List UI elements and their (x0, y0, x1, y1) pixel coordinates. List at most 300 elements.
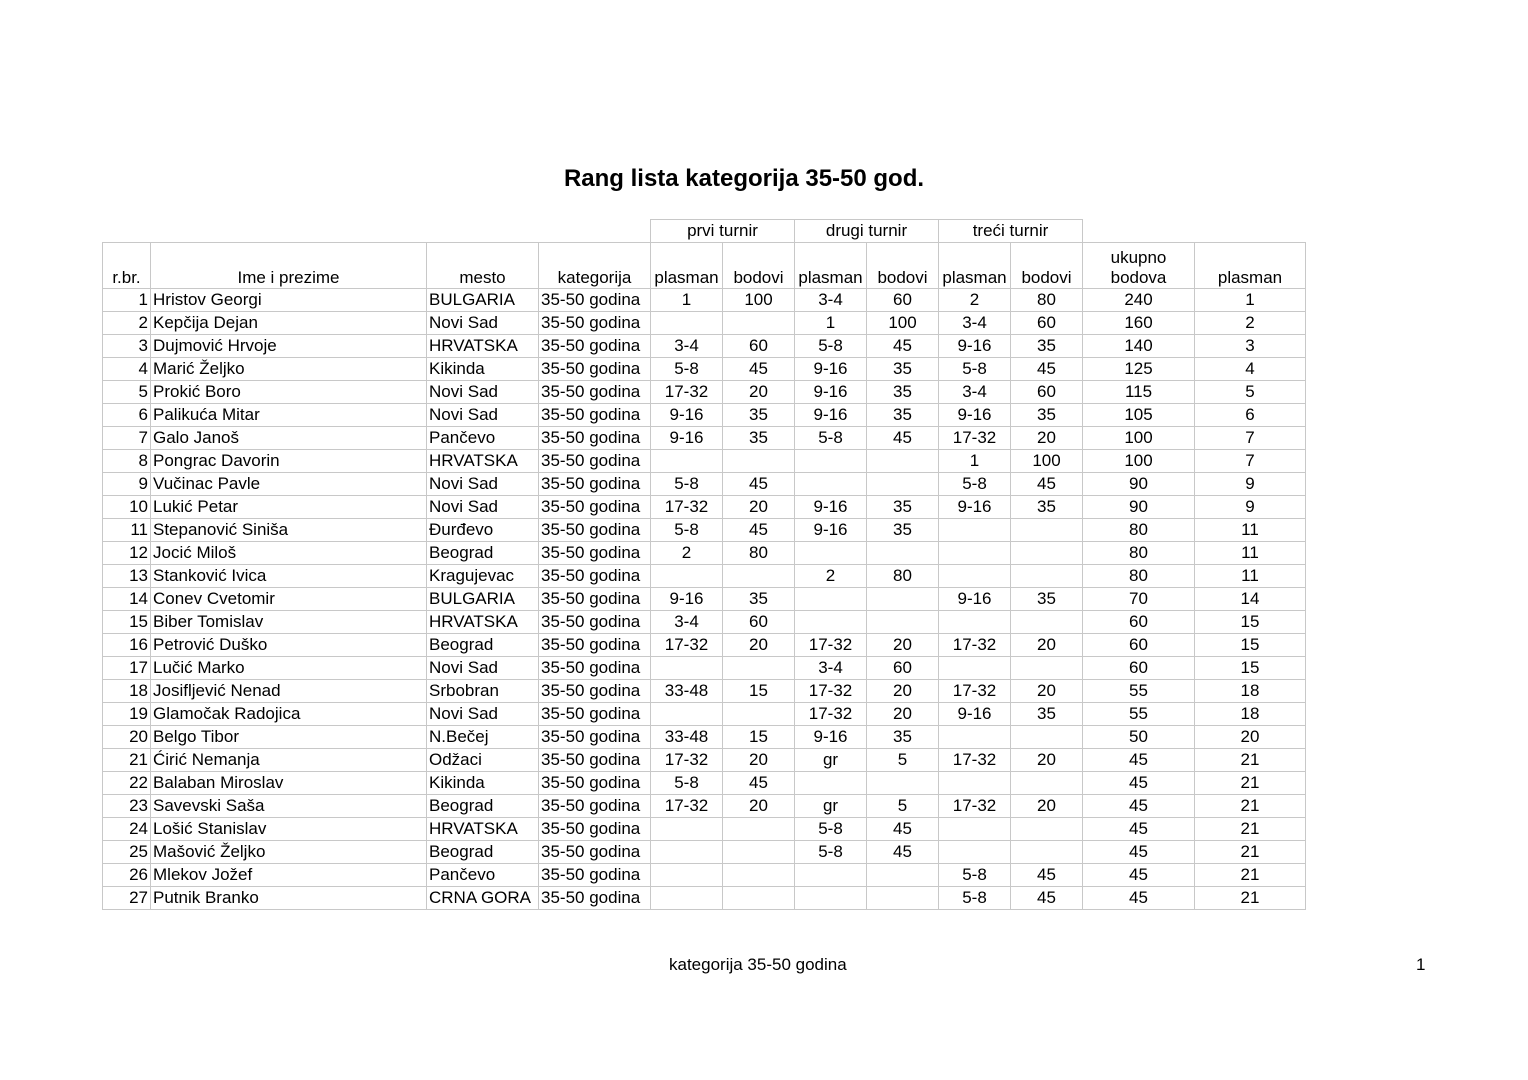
cell-t3-plasman (939, 818, 1011, 841)
cell-kategorija: 35-50 godina (539, 726, 651, 749)
col-header-t2-plasman: plasman (795, 243, 867, 289)
cell-t2-bodovi: 100 (867, 312, 939, 335)
footer-category: kategorija 35-50 godina (669, 955, 847, 974)
cell-place: 21 (1195, 864, 1306, 887)
cell-mesto: Odžaci (427, 749, 539, 772)
cell-t2-bodovi: 35 (867, 404, 939, 427)
cell-t3-bodovi (1011, 611, 1083, 634)
column-header-row (103, 243, 1306, 289)
cell-t2-bodovi (867, 588, 939, 611)
cell-name: Hristov Georgi (151, 289, 427, 312)
cell-kategorija: 35-50 godina (539, 634, 651, 657)
cell-mesto: N.Bečej (427, 726, 539, 749)
cell-mesto: Kikinda (427, 772, 539, 795)
tournament-2-header: drugi turnir (795, 220, 939, 243)
cell-t1-plasman: 5-8 (651, 772, 723, 795)
cell-rbr: 3 (103, 335, 151, 358)
cell-name: Kepčija Dejan (151, 312, 427, 335)
cell-t3-bodovi: 45 (1011, 358, 1083, 381)
cell-kategorija: 35-50 godina (539, 450, 651, 473)
cell-t3-bodovi: 80 (1011, 289, 1083, 312)
cell-rbr: 9 (103, 473, 151, 496)
table-row (103, 519, 1306, 542)
cell-t1-bodovi: 80 (723, 542, 795, 565)
cell-kategorija: 35-50 godina (539, 841, 651, 864)
cell-name: Palikuća Mitar (151, 404, 427, 427)
cell-t2-bodovi: 45 (867, 335, 939, 358)
table-row (103, 703, 1306, 726)
table-row (103, 565, 1306, 588)
cell-rbr: 17 (103, 657, 151, 680)
cell-t2-bodovi (867, 887, 939, 910)
header-spacer (103, 220, 651, 243)
cell-mesto: Srbobran (427, 680, 539, 703)
cell-mesto: HRVATSKA (427, 818, 539, 841)
cell-total: 90 (1083, 473, 1195, 496)
cell-t3-bodovi (1011, 519, 1083, 542)
cell-t1-plasman: 1 (651, 289, 723, 312)
cell-kategorija: 35-50 godina (539, 611, 651, 634)
col-header-t3-plasman: plasman (939, 243, 1011, 289)
cell-kategorija: 35-50 godina (539, 404, 651, 427)
cell-place: 21 (1195, 818, 1306, 841)
cell-name: Jocić Miloš (151, 542, 427, 565)
cell-t1-plasman: 5-8 (651, 473, 723, 496)
table-row (103, 588, 1306, 611)
cell-rbr: 16 (103, 634, 151, 657)
cell-t2-plasman (795, 588, 867, 611)
cell-name: Stepanović Siniša (151, 519, 427, 542)
cell-mesto: HRVATSKA (427, 611, 539, 634)
cell-total: 55 (1083, 703, 1195, 726)
cell-t2-plasman: 17-32 (795, 680, 867, 703)
cell-rbr: 7 (103, 427, 151, 450)
cell-total: 60 (1083, 634, 1195, 657)
cell-kategorija: 35-50 godina (539, 680, 651, 703)
cell-t3-bodovi: 35 (1011, 335, 1083, 358)
cell-total: 240 (1083, 289, 1195, 312)
cell-t2-bodovi (867, 450, 939, 473)
cell-t3-bodovi: 45 (1011, 887, 1083, 910)
cell-rbr: 15 (103, 611, 151, 634)
cell-name: Dujmović Hrvoje (151, 335, 427, 358)
cell-t1-bodovi (723, 565, 795, 588)
cell-t2-plasman (795, 864, 867, 887)
cell-t2-bodovi: 20 (867, 703, 939, 726)
cell-rbr: 8 (103, 450, 151, 473)
cell-name: Marić Željko (151, 358, 427, 381)
cell-t3-plasman (939, 611, 1011, 634)
cell-kategorija: 35-50 godina (539, 473, 651, 496)
cell-t1-bodovi (723, 864, 795, 887)
cell-t2-plasman (795, 772, 867, 795)
cell-t3-bodovi (1011, 818, 1083, 841)
cell-t1-plasman: 9-16 (651, 427, 723, 450)
cell-mesto: Novi Sad (427, 381, 539, 404)
table-row (103, 841, 1306, 864)
cell-mesto: Novi Sad (427, 312, 539, 335)
cell-total: 60 (1083, 611, 1195, 634)
cell-t2-bodovi: 60 (867, 657, 939, 680)
cell-t2-bodovi: 35 (867, 496, 939, 519)
cell-rbr: 22 (103, 772, 151, 795)
cell-t1-plasman: 33-48 (651, 726, 723, 749)
cell-t1-plasman (651, 657, 723, 680)
cell-mesto: Pančevo (427, 864, 539, 887)
cell-t2-bodovi: 35 (867, 519, 939, 542)
cell-rbr: 20 (103, 726, 151, 749)
cell-t3-bodovi: 20 (1011, 427, 1083, 450)
cell-t1-bodovi: 35 (723, 404, 795, 427)
cell-t2-plasman (795, 887, 867, 910)
cell-kategorija: 35-50 godina (539, 818, 651, 841)
cell-t1-plasman: 3-4 (651, 611, 723, 634)
cell-t2-plasman: 5-8 (795, 427, 867, 450)
cell-t3-plasman: 17-32 (939, 680, 1011, 703)
cell-total: 45 (1083, 795, 1195, 818)
cell-t1-bodovi: 45 (723, 519, 795, 542)
cell-name: Mašović Željko (151, 841, 427, 864)
table-row (103, 611, 1306, 634)
cell-t1-bodovi: 20 (723, 749, 795, 772)
cell-place: 14 (1195, 588, 1306, 611)
cell-kategorija: 35-50 godina (539, 864, 651, 887)
table-row (103, 818, 1306, 841)
cell-total: 80 (1083, 542, 1195, 565)
cell-t3-bodovi (1011, 542, 1083, 565)
table-row (103, 542, 1306, 565)
table-row (103, 657, 1306, 680)
cell-t1-bodovi: 60 (723, 335, 795, 358)
cell-t2-bodovi: 80 (867, 565, 939, 588)
cell-t2-bodovi: 35 (867, 358, 939, 381)
table-row (103, 726, 1306, 749)
cell-name: Lukić Petar (151, 496, 427, 519)
col-header-ukupno: ukupno bodova (1083, 243, 1195, 289)
cell-t3-bodovi: 60 (1011, 381, 1083, 404)
cell-t3-plasman: 17-32 (939, 795, 1011, 818)
cell-rbr: 18 (103, 680, 151, 703)
cell-t2-bodovi: 20 (867, 634, 939, 657)
cell-t1-bodovi (723, 450, 795, 473)
cell-rbr: 21 (103, 749, 151, 772)
table-row (103, 381, 1306, 404)
cell-name: Prokić Boro (151, 381, 427, 404)
cell-t3-bodovi (1011, 565, 1083, 588)
col-header-t2-bodovi: bodovi (867, 243, 939, 289)
cell-total: 45 (1083, 749, 1195, 772)
cell-t1-plasman (651, 887, 723, 910)
cell-name: Conev Cvetomir (151, 588, 427, 611)
cell-kategorija: 35-50 godina (539, 795, 651, 818)
cell-t1-bodovi: 45 (723, 473, 795, 496)
cell-t1-plasman: 3-4 (651, 335, 723, 358)
cell-total: 125 (1083, 358, 1195, 381)
cell-place: 21 (1195, 749, 1306, 772)
cell-total: 50 (1083, 726, 1195, 749)
cell-t1-bodovi (723, 841, 795, 864)
cell-total: 115 (1083, 381, 1195, 404)
cell-t3-plasman: 9-16 (939, 703, 1011, 726)
cell-t1-plasman (651, 864, 723, 887)
cell-t2-bodovi: 35 (867, 381, 939, 404)
cell-name: Lučić Marko (151, 657, 427, 680)
cell-t1-bodovi (723, 703, 795, 726)
cell-mesto: Pančevo (427, 427, 539, 450)
cell-t2-bodovi (867, 611, 939, 634)
cell-t3-plasman (939, 726, 1011, 749)
cell-t1-bodovi (723, 657, 795, 680)
cell-t3-bodovi: 35 (1011, 703, 1083, 726)
cell-name: Petrović Duško (151, 634, 427, 657)
cell-t3-plasman: 17-32 (939, 427, 1011, 450)
cell-t3-plasman (939, 841, 1011, 864)
cell-name: Lošić Stanislav (151, 818, 427, 841)
cell-t1-plasman (651, 818, 723, 841)
cell-t3-bodovi (1011, 772, 1083, 795)
cell-t3-bodovi: 35 (1011, 404, 1083, 427)
cell-total: 105 (1083, 404, 1195, 427)
cell-mesto: HRVATSKA (427, 450, 539, 473)
cell-t3-bodovi (1011, 841, 1083, 864)
cell-place: 4 (1195, 358, 1306, 381)
cell-rbr: 6 (103, 404, 151, 427)
cell-mesto: BULGARIA (427, 588, 539, 611)
cell-total: 100 (1083, 450, 1195, 473)
tournament-1-header: prvi turnir (651, 220, 795, 243)
cell-kategorija: 35-50 godina (539, 887, 651, 910)
cell-rbr: 4 (103, 358, 151, 381)
cell-t3-plasman: 3-4 (939, 312, 1011, 335)
cell-total: 45 (1083, 864, 1195, 887)
cell-t3-plasman (939, 519, 1011, 542)
cell-kategorija: 35-50 godina (539, 772, 651, 795)
cell-t3-plasman (939, 657, 1011, 680)
cell-name: Savevski Saša (151, 795, 427, 818)
cell-rbr: 11 (103, 519, 151, 542)
cell-total: 160 (1083, 312, 1195, 335)
cell-t1-bodovi: 45 (723, 358, 795, 381)
cell-t2-plasman: 9-16 (795, 404, 867, 427)
cell-t3-plasman: 5-8 (939, 887, 1011, 910)
cell-rbr: 2 (103, 312, 151, 335)
cell-t3-bodovi: 60 (1011, 312, 1083, 335)
table-row (103, 496, 1306, 519)
cell-t1-plasman: 5-8 (651, 358, 723, 381)
cell-total: 80 (1083, 565, 1195, 588)
cell-t2-plasman: 9-16 (795, 519, 867, 542)
cell-rbr: 10 (103, 496, 151, 519)
cell-t2-plasman: 5-8 (795, 335, 867, 358)
cell-t1-plasman: 9-16 (651, 404, 723, 427)
cell-mesto: Beograd (427, 841, 539, 864)
cell-name: Putnik Branko (151, 887, 427, 910)
cell-place: 15 (1195, 611, 1306, 634)
cell-kategorija: 35-50 godina (539, 427, 651, 450)
cell-t3-plasman: 17-32 (939, 634, 1011, 657)
page-number: 1 (1416, 955, 1426, 974)
header-spacer (1083, 220, 1306, 243)
cell-name: Josifljević Nenad (151, 680, 427, 703)
cell-t2-plasman: 17-32 (795, 634, 867, 657)
cell-t3-plasman: 17-32 (939, 749, 1011, 772)
cell-mesto: Novi Sad (427, 496, 539, 519)
cell-t2-bodovi: 35 (867, 726, 939, 749)
cell-t3-bodovi: 20 (1011, 680, 1083, 703)
cell-t2-plasman (795, 450, 867, 473)
cell-t3-plasman: 5-8 (939, 473, 1011, 496)
cell-name: Vučinac Pavle (151, 473, 427, 496)
cell-t1-plasman (651, 312, 723, 335)
cell-t3-plasman: 5-8 (939, 864, 1011, 887)
cell-t2-bodovi: 45 (867, 818, 939, 841)
col-header-t1-bodovi: bodovi (723, 243, 795, 289)
cell-t2-plasman: 9-16 (795, 358, 867, 381)
cell-total: 45 (1083, 818, 1195, 841)
cell-t3-plasman: 3-4 (939, 381, 1011, 404)
table-row (103, 864, 1306, 887)
cell-t2-bodovi (867, 542, 939, 565)
cell-t1-bodovi: 35 (723, 427, 795, 450)
cell-t1-plasman: 17-32 (651, 496, 723, 519)
cell-t3-bodovi: 100 (1011, 450, 1083, 473)
tournament-3-header: treći turnir (939, 220, 1083, 243)
table-row (103, 749, 1306, 772)
cell-mesto: Kragujevac (427, 565, 539, 588)
cell-t3-plasman: 9-16 (939, 335, 1011, 358)
col-header-rbr: r.br. (103, 243, 151, 289)
cell-t1-bodovi: 45 (723, 772, 795, 795)
cell-t3-plasman: 5-8 (939, 358, 1011, 381)
cell-t1-bodovi: 100 (723, 289, 795, 312)
cell-total: 45 (1083, 841, 1195, 864)
cell-kategorija: 35-50 godina (539, 358, 651, 381)
cell-t2-plasman: 3-4 (795, 289, 867, 312)
cell-name: Galo Janoš (151, 427, 427, 450)
cell-kategorija: 35-50 godina (539, 289, 651, 312)
cell-t1-plasman (651, 703, 723, 726)
cell-t2-plasman: 1 (795, 312, 867, 335)
table-row (103, 634, 1306, 657)
cell-t1-bodovi (723, 312, 795, 335)
cell-place: 2 (1195, 312, 1306, 335)
cell-kategorija: 35-50 godina (539, 703, 651, 726)
cell-rbr: 26 (103, 864, 151, 887)
cell-place: 15 (1195, 634, 1306, 657)
cell-t1-plasman: 17-32 (651, 381, 723, 404)
cell-t2-bodovi (867, 864, 939, 887)
cell-rbr: 27 (103, 887, 151, 910)
cell-total: 70 (1083, 588, 1195, 611)
page-title: Rang lista kategorija 35-50 god. (563, 165, 925, 192)
cell-rbr: 19 (103, 703, 151, 726)
cell-t2-plasman: 3-4 (795, 657, 867, 680)
cell-place: 18 (1195, 680, 1306, 703)
cell-name: Stanković Ivica (151, 565, 427, 588)
cell-total: 55 (1083, 680, 1195, 703)
cell-t3-plasman: 2 (939, 289, 1011, 312)
cell-kategorija: 35-50 godina (539, 588, 651, 611)
cell-place: 1 (1195, 289, 1306, 312)
cell-place: 7 (1195, 450, 1306, 473)
cell-t2-plasman: 9-16 (795, 726, 867, 749)
tournament-header-row (103, 220, 1306, 243)
cell-t1-bodovi (723, 818, 795, 841)
cell-rbr: 24 (103, 818, 151, 841)
cell-place: 5 (1195, 381, 1306, 404)
cell-t3-bodovi: 45 (1011, 473, 1083, 496)
cell-kategorija: 35-50 godina (539, 312, 651, 335)
cell-t2-plasman: gr (795, 795, 867, 818)
cell-total: 100 (1083, 427, 1195, 450)
cell-t3-plasman (939, 772, 1011, 795)
cell-t1-plasman: 17-32 (651, 634, 723, 657)
cell-t2-plasman (795, 473, 867, 496)
table-row (103, 335, 1306, 358)
cell-kategorija: 35-50 godina (539, 565, 651, 588)
cell-t3-bodovi: 20 (1011, 795, 1083, 818)
cell-t1-plasman (651, 565, 723, 588)
cell-t2-plasman (795, 611, 867, 634)
cell-t2-bodovi: 45 (867, 427, 939, 450)
table-row (103, 887, 1306, 910)
cell-t2-bodovi: 5 (867, 749, 939, 772)
table-row (103, 404, 1306, 427)
cell-total: 60 (1083, 657, 1195, 680)
cell-name: Belgo Tibor (151, 726, 427, 749)
cell-kategorija: 35-50 godina (539, 749, 651, 772)
cell-kategorija: 35-50 godina (539, 657, 651, 680)
cell-t3-bodovi: 45 (1011, 864, 1083, 887)
cell-mesto: CRNA GORA (427, 887, 539, 910)
cell-mesto: Beograd (427, 634, 539, 657)
cell-mesto: Novi Sad (427, 657, 539, 680)
cell-name: Biber Tomislav (151, 611, 427, 634)
cell-total: 45 (1083, 887, 1195, 910)
cell-t1-bodovi (723, 887, 795, 910)
cell-t2-bodovi (867, 772, 939, 795)
cell-t1-plasman: 9-16 (651, 588, 723, 611)
cell-kategorija: 35-50 godina (539, 542, 651, 565)
cell-place: 11 (1195, 542, 1306, 565)
cell-kategorija: 35-50 godina (539, 519, 651, 542)
cell-t1-bodovi: 20 (723, 795, 795, 818)
cell-t2-plasman: gr (795, 749, 867, 772)
cell-t2-bodovi: 60 (867, 289, 939, 312)
cell-kategorija: 35-50 godina (539, 496, 651, 519)
cell-t2-plasman: 9-16 (795, 381, 867, 404)
cell-total: 80 (1083, 519, 1195, 542)
col-header-mesto: mesto (427, 243, 539, 289)
cell-t1-bodovi: 15 (723, 726, 795, 749)
col-header-t3-bodovi: bodovi (1011, 243, 1083, 289)
col-header-name: Ime i prezime (151, 243, 427, 289)
cell-place: 11 (1195, 565, 1306, 588)
cell-t1-plasman: 2 (651, 542, 723, 565)
cell-t2-plasman: 5-8 (795, 818, 867, 841)
cell-t3-bodovi (1011, 657, 1083, 680)
cell-place: 3 (1195, 335, 1306, 358)
cell-t1-plasman: 5-8 (651, 519, 723, 542)
cell-t1-plasman: 33-48 (651, 680, 723, 703)
cell-t2-plasman: 5-8 (795, 841, 867, 864)
cell-t2-bodovi: 5 (867, 795, 939, 818)
cell-t2-bodovi: 20 (867, 680, 939, 703)
ranking-table (102, 219, 1306, 910)
cell-rbr: 13 (103, 565, 151, 588)
cell-place: 21 (1195, 772, 1306, 795)
cell-mesto: Novi Sad (427, 404, 539, 427)
